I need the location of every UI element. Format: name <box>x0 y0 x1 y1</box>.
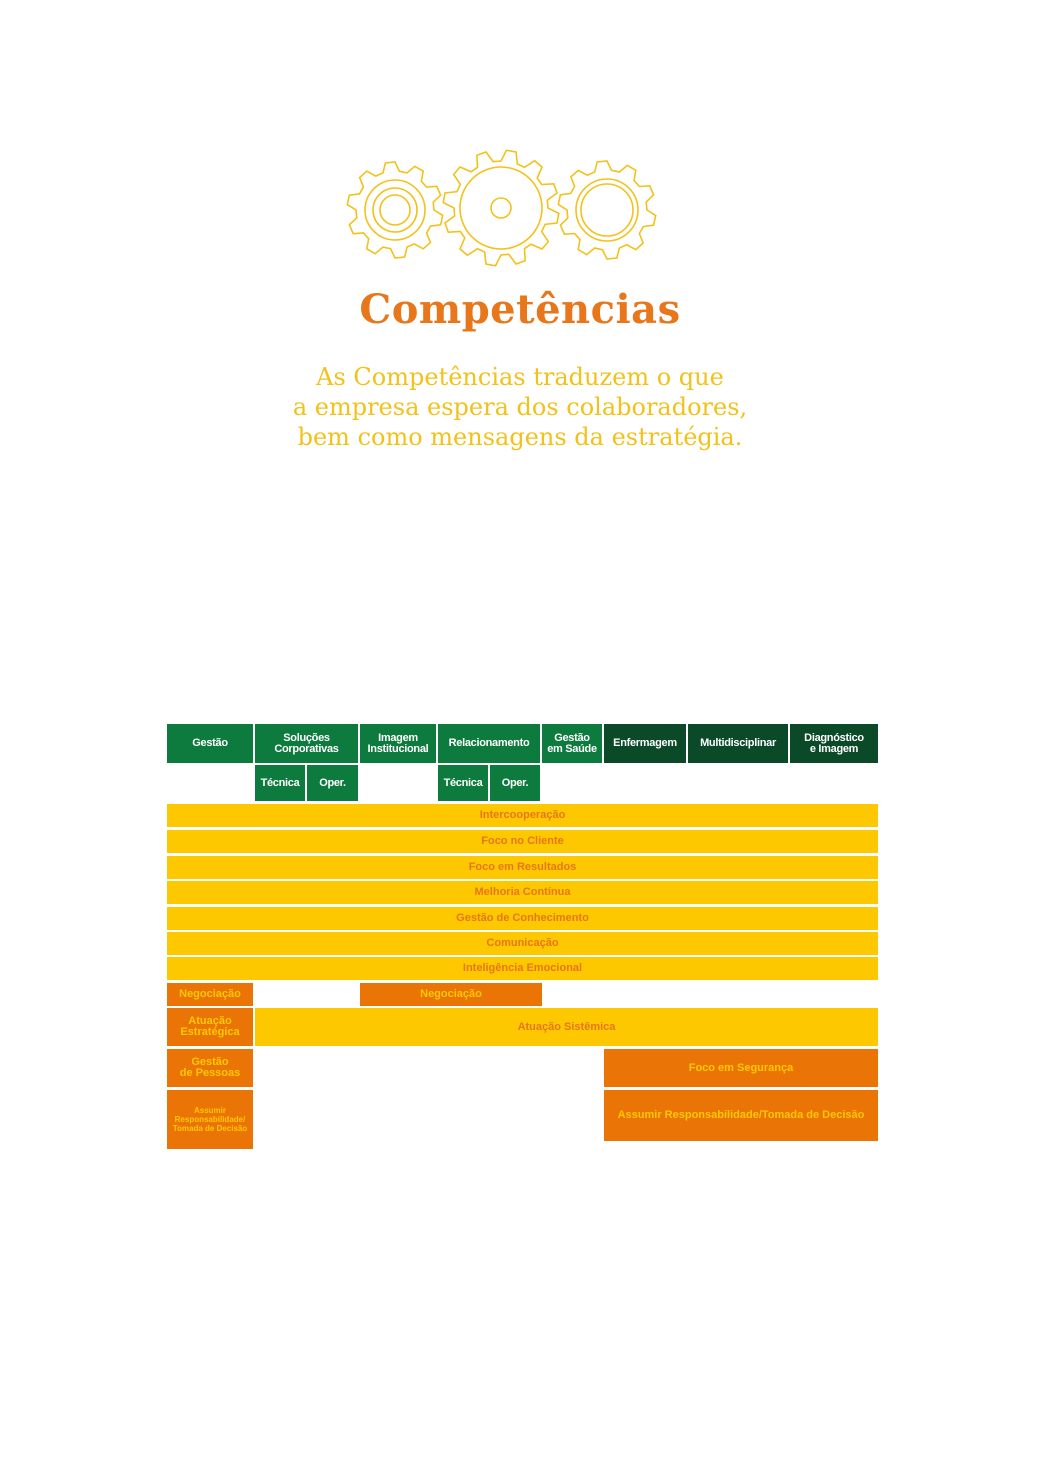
competency-assumir-responsabilidade-assistencial: Assumir Responsabilidade/Tomada de Decisão <box>604 1090 878 1141</box>
column-header-multidisciplinar: Multidisciplinar <box>688 724 788 763</box>
competency-foco-em-seguranca: Foco em Segurança <box>604 1049 878 1087</box>
competency-row-gestao-de-conhecimento: Gestão de Conhecimento <box>167 907 878 930</box>
subtitle-line: a empresa espera dos colaboradores, <box>292 393 748 421</box>
column-header-enfermagem: Enfermagem <box>604 724 686 763</box>
competency-atuacao-estrategica: Atuação Estratégica <box>167 1008 253 1046</box>
column-header-imagem-institucional: Imagem Institucional <box>360 724 436 763</box>
column-header-gestao-em-saude: Gestão em Saúde <box>542 724 602 763</box>
page-title: Competências <box>359 286 681 333</box>
column-header-gestao: Gestão <box>167 724 253 763</box>
competency-negociacao-gestao: Negociação <box>167 983 253 1006</box>
competency-assumir-responsabilidade-gestao: Assumir Responsabilidade/ Tomada de Decisão <box>167 1090 253 1149</box>
column-header-relacionamento: Relacionamento <box>438 724 540 763</box>
gear-outline <box>347 162 442 258</box>
competency-row-foco-em-resultados: Foco em Resultados <box>167 856 878 879</box>
subcolumn-solucoes-oper: Oper. <box>307 765 358 801</box>
page-subtitle <box>0 362 1040 452</box>
competency-row-intercooperacao: Intercooperação <box>167 804 878 827</box>
subtitle-line: As Competências traduzem o que <box>316 363 724 391</box>
gears-icon <box>340 148 660 272</box>
competency-row-comunicacao: Comunicação <box>167 932 878 955</box>
subcolumn-relacionamento-oper: Oper. <box>490 765 540 801</box>
column-header-diagnostico-e-imagem: Diagnóstico e Imagem <box>790 724 878 763</box>
column-header-solucoes-corporativas: Soluções Corporativas <box>255 724 358 763</box>
competency-gestao-de-pessoas: Gestão de Pessoas <box>167 1049 253 1087</box>
gear-outline <box>558 161 655 259</box>
competency-row-foco-no-cliente: Foco no Cliente <box>167 830 878 853</box>
competency-row-inteligencia-emocional: Inteligência Emocional <box>167 957 878 980</box>
subcolumn-relacionamento-tecnica: Técnica <box>438 765 488 801</box>
subcolumn-solucoes-tecnica: Técnica <box>255 765 305 801</box>
competency-negociacao-imagem-relacionamento: Negociação <box>360 983 542 1006</box>
competency-row-melhoria-continua: Melhoria Contínua <box>167 881 878 904</box>
competency-atuacao-sistemica: Atuação Sistêmica <box>255 1008 878 1046</box>
subtitle-line: bem como mensagens da estratégia. <box>297 423 743 451</box>
